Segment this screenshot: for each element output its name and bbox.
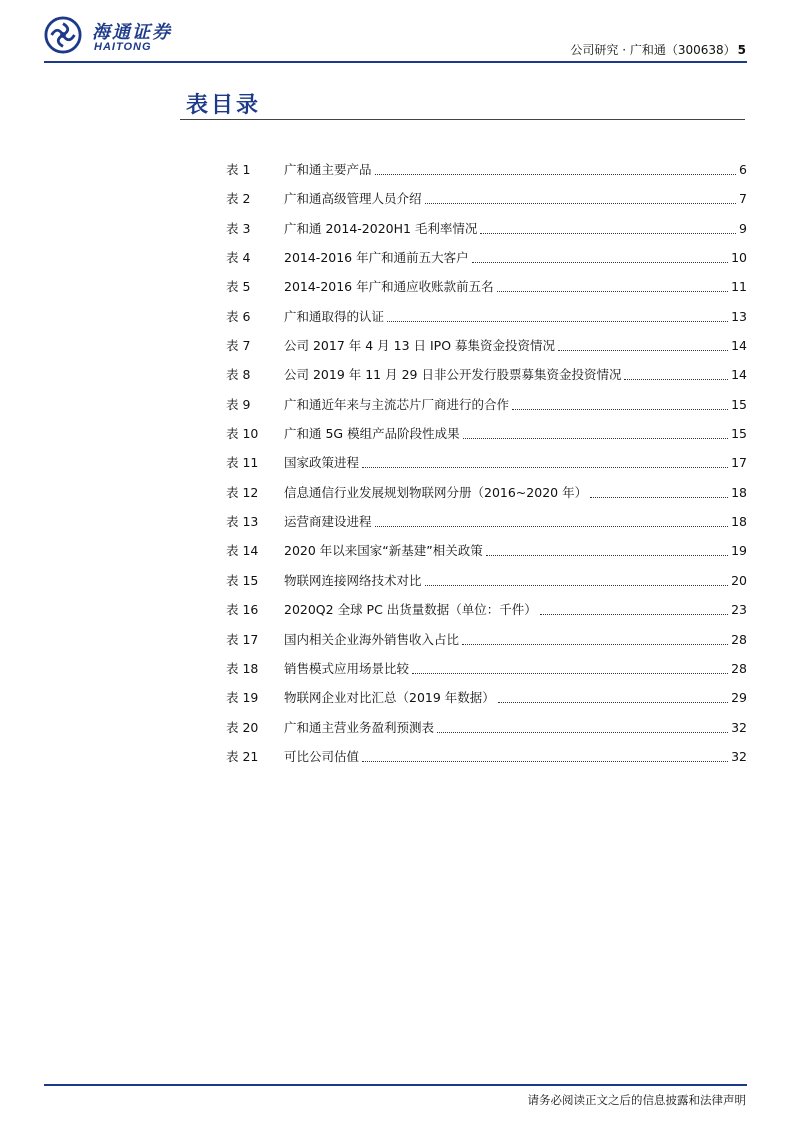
toc-entry-leader — [437, 718, 728, 733]
toc-entry-leader — [375, 160, 737, 175]
toc-entry-page: 9 — [739, 220, 747, 236]
toc-entry[interactable] — [226, 600, 747, 629]
toc-entry-leader — [425, 571, 729, 586]
toc-entry-number: 表 20 — [226, 719, 259, 735]
logo-english-name: HAITONG — [94, 41, 152, 53]
toc-entry-title: 运营商建设进程 — [284, 514, 372, 530]
toc-entry-title: 2020Q2 全球 PC 出货量数据（单位：千件） — [284, 602, 537, 618]
report-title: 公司研究 · 广和通（300638） — [570, 43, 736, 57]
toc-entry-number: 表 10 — [226, 426, 259, 442]
toc-entry[interactable] — [226, 747, 747, 776]
toc-entry-leader — [463, 424, 729, 439]
toc-entry-page: 10 — [731, 250, 747, 266]
table-of-tables — [226, 160, 747, 776]
toc-entry[interactable] — [226, 160, 747, 189]
toc-entry[interactable] — [226, 424, 747, 453]
toc-entry-number: 表 1 — [226, 162, 251, 177]
toc-entry-leader — [497, 277, 728, 292]
toc-title: 表目录 — [186, 92, 262, 118]
toc-entry-page: 18 — [731, 484, 747, 500]
page-header — [0, 0, 793, 70]
toc-entry-page: 17 — [731, 455, 747, 471]
toc-entry-page: 13 — [731, 308, 747, 324]
toc-entry-page: 6 — [739, 162, 747, 177]
toc-entry-leader — [512, 395, 728, 410]
toc-entry-title: 2014-2016 年广和通前五大客户 — [284, 250, 469, 266]
toc-entry-leader — [498, 688, 728, 703]
toc-entry-number: 表 9 — [226, 396, 251, 412]
toc-entry-page: 20 — [731, 572, 747, 588]
header-divider — [44, 61, 747, 63]
toc-entry-page: 14 — [731, 367, 747, 383]
toc-entry-number: 表 11 — [226, 455, 259, 471]
toc-entry[interactable] — [226, 541, 747, 570]
toc-entry-leader — [480, 219, 736, 234]
report-label — [570, 41, 746, 58]
toc-entry[interactable] — [226, 189, 747, 218]
toc-entry-page: 15 — [731, 396, 747, 412]
toc-entry-leader — [486, 541, 728, 556]
toc-entry-leader — [387, 307, 728, 322]
toc-entry-page: 15 — [731, 426, 747, 442]
toc-entry[interactable] — [226, 718, 747, 747]
toc-entry-leader — [375, 512, 729, 527]
toc-entry[interactable] — [226, 307, 747, 336]
toc-entry[interactable] — [226, 395, 747, 424]
toc-entry-leader — [590, 483, 728, 498]
toc-entry[interactable] — [226, 453, 747, 482]
toc-entry-leader — [540, 600, 728, 615]
toc-entry[interactable] — [226, 571, 747, 600]
toc-entry-number: 表 13 — [226, 514, 259, 530]
toc-entry-leader — [624, 365, 728, 380]
toc-entry[interactable] — [226, 219, 747, 248]
toc-entry-number: 表 17 — [226, 631, 259, 647]
page-number: 5 — [737, 43, 746, 57]
toc-entry-page: 32 — [731, 719, 747, 735]
toc-entry-title: 广和通高级管理人员介绍 — [284, 191, 422, 207]
logo-chinese-name: 海通证券 — [92, 22, 172, 43]
title-divider — [180, 119, 745, 120]
footer-disclaimer: 请务必阅读正文之后的信息披露和法律声明 — [527, 1093, 746, 1107]
toc-entry-number: 表 2 — [226, 191, 251, 207]
toc-entry-leader — [362, 453, 728, 468]
footer-divider — [44, 1084, 747, 1086]
haitong-logo-icon — [44, 16, 82, 54]
toc-entry-title: 国内相关企业海外销售收入占比 — [284, 631, 460, 647]
toc-entry-leader — [472, 248, 728, 263]
toc-entry-number: 表 16 — [226, 602, 259, 618]
toc-entry-title: 销售模式应用场景比较 — [284, 660, 410, 676]
toc-entry[interactable] — [226, 659, 747, 688]
toc-entry-title: 广和通主要产品 — [284, 162, 372, 177]
toc-entry-number: 表 6 — [226, 308, 251, 324]
toc-entry-leader — [425, 189, 737, 204]
toc-entry-title: 物联网企业对比汇总（2019 年数据） — [284, 690, 495, 706]
toc-entry-number: 表 7 — [226, 338, 251, 354]
toc-entry-number: 表 15 — [226, 572, 259, 588]
toc-entry-leader — [462, 630, 728, 645]
toc-entry-title: 2020 年以来国家“新基建”相关政策 — [284, 543, 483, 559]
toc-entry-leader — [412, 659, 728, 674]
toc-entry-title: 公司 2019 年 11 月 29 日非公开发行股票募集资金投资情况 — [284, 367, 622, 383]
toc-entry-page: 32 — [731, 748, 747, 764]
toc-entry-page: 18 — [731, 514, 747, 530]
toc-entry[interactable] — [226, 512, 747, 541]
toc-entry-title: 广和通近年来与主流芯片厂商进行的合作 — [284, 396, 510, 412]
company-logo — [44, 14, 184, 60]
toc-entry-leader — [362, 747, 728, 762]
toc-entry[interactable] — [226, 336, 747, 365]
toc-entry-title: 广和通 5G 模组产品阶段性成果 — [284, 426, 460, 442]
toc-entry-number: 表 14 — [226, 543, 259, 559]
toc-entry[interactable] — [226, 630, 747, 659]
toc-entry-page: 28 — [731, 660, 747, 676]
toc-entry-page: 14 — [731, 338, 747, 354]
toc-entry-title: 信息通信行业发展规划物联网分册（2016~2020 年） — [284, 484, 588, 500]
toc-entry-number: 表 18 — [226, 660, 259, 676]
toc-entry-title: 广和通主营业务盈利预测表 — [284, 719, 435, 735]
toc-entry-page: 29 — [731, 690, 747, 706]
toc-entry-title: 物联网连接网络技术对比 — [284, 572, 422, 588]
toc-entry-page: 19 — [731, 543, 747, 559]
toc-entry-page: 7 — [739, 191, 747, 207]
toc-entry[interactable] — [226, 688, 747, 717]
toc-entry-title: 公司 2017 年 4 月 13 日 IPO 募集资金投资情况 — [284, 338, 556, 354]
toc-entry-number: 表 21 — [226, 748, 259, 764]
toc-entry-title: 2014-2016 年广和通应收账款前五名 — [284, 279, 494, 295]
toc-entry-number: 表 5 — [226, 279, 251, 295]
toc-entry-page: 11 — [731, 279, 747, 295]
toc-entry[interactable] — [226, 365, 747, 394]
toc-entry-leader — [558, 336, 728, 351]
toc-entry-page: 28 — [731, 631, 747, 647]
toc-entry-number: 表 19 — [226, 690, 259, 706]
toc-entry[interactable] — [226, 277, 747, 306]
toc-entry-number: 表 4 — [226, 250, 251, 266]
toc-entry-title: 广和通 2014-2020H1 毛利率情况 — [284, 220, 478, 236]
toc-entry-title: 可比公司估值 — [284, 748, 360, 764]
toc-entry[interactable] — [226, 248, 747, 277]
toc-entry[interactable] — [226, 483, 747, 512]
toc-entry-title: 广和通取得的认证 — [284, 308, 385, 324]
toc-entry-title: 国家政策进程 — [284, 455, 360, 471]
toc-entry-number: 表 12 — [226, 484, 259, 500]
toc-entry-number: 表 3 — [226, 220, 251, 236]
toc-entry-page: 23 — [731, 602, 747, 618]
toc-entry-number: 表 8 — [226, 367, 251, 383]
